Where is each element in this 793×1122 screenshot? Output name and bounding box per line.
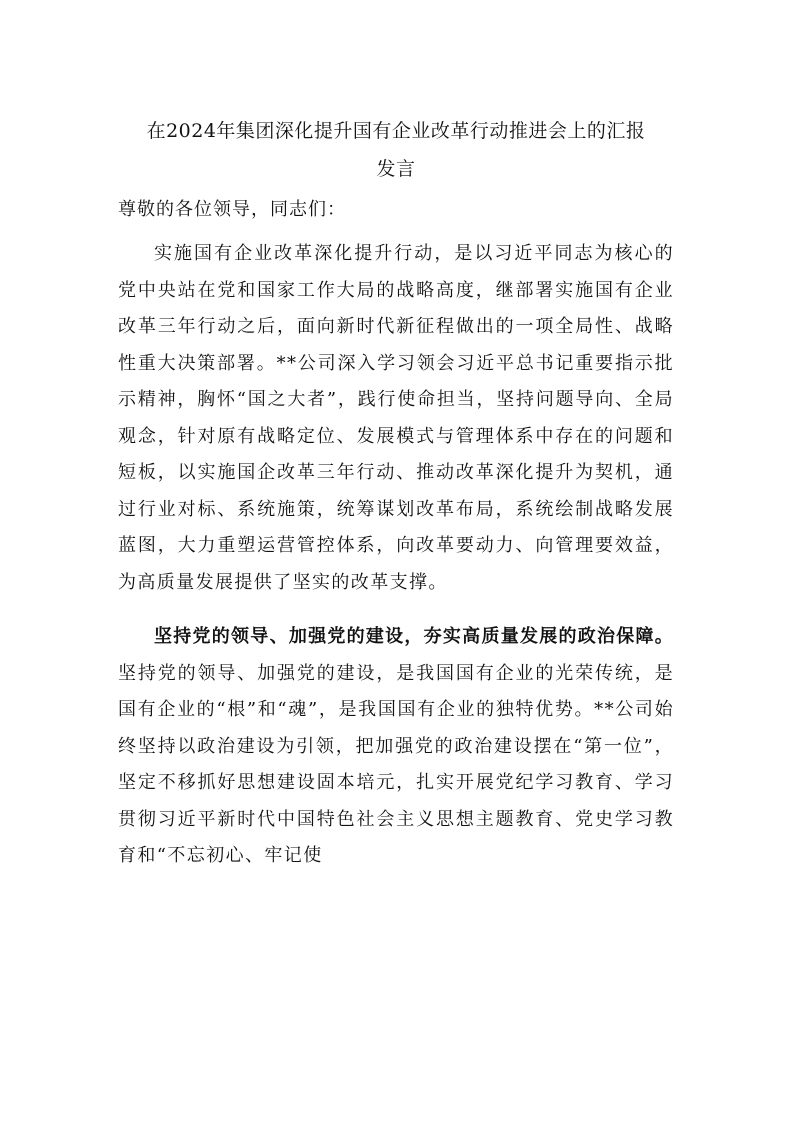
- paragraph-party-leadership: [118, 619, 674, 875]
- document-page: [118, 112, 674, 875]
- title-line-1: 在2024年集团深化提升国有企业改革行动推进会上的汇报: [146, 120, 646, 142]
- salutation: 尊敬的各位领导，同志们：: [118, 199, 346, 220]
- paragraph-party-leadership-text: 坚持党的领导、加强党的建设，是我国国有企业的光荣传统，是国有企业的“根”和“魂”，是我国国有企业的独特优势。**公司始终坚持以政治建设为引领，把加强党的政治建设摆在“第一位”，坚定不移抓好思想建设固本培元，扎实开展党纪学习教育、学习贯彻习近平新时代中国特色社会主义思想主题教育、党史学习教育和“不忘初心、牢记使: [118, 662, 674, 866]
- paragraph-intro-text: 实施国有企业改革深化提升行动，是以习近平同志为核心的党中央站在党和国家工作大局的战略高度，继部署实施国有企业改革三年行动之后，面向新时代新征程做出的一项全局性、战略性重大决策部署。**公司深入学习领会习近平总书记重要指示批示精神，胸怀“国之大者”，践行使命担当，坚持问题导向、全局观念，针对原有战略定位、发展模式与管理体系中存在的问题和短板，以实施国企改革三年行动、推动改革深化提升为契机，通过行业对标、系统施策，统筹谋划改革布局，系统绘制战略发展蓝图，大力重塑运营管控体系，向改革要动力、向管理要效益，为高质量发展提供了坚实的改革支撑。: [118, 243, 674, 593]
- title-line-2: 发言: [376, 158, 416, 180]
- paragraph-intro: [118, 236, 674, 601]
- document-title: [118, 112, 674, 188]
- paragraph-lead-heading: 坚持党的领导、加强党的建设，夯实高质量发展的政治保障。: [154, 626, 674, 647]
